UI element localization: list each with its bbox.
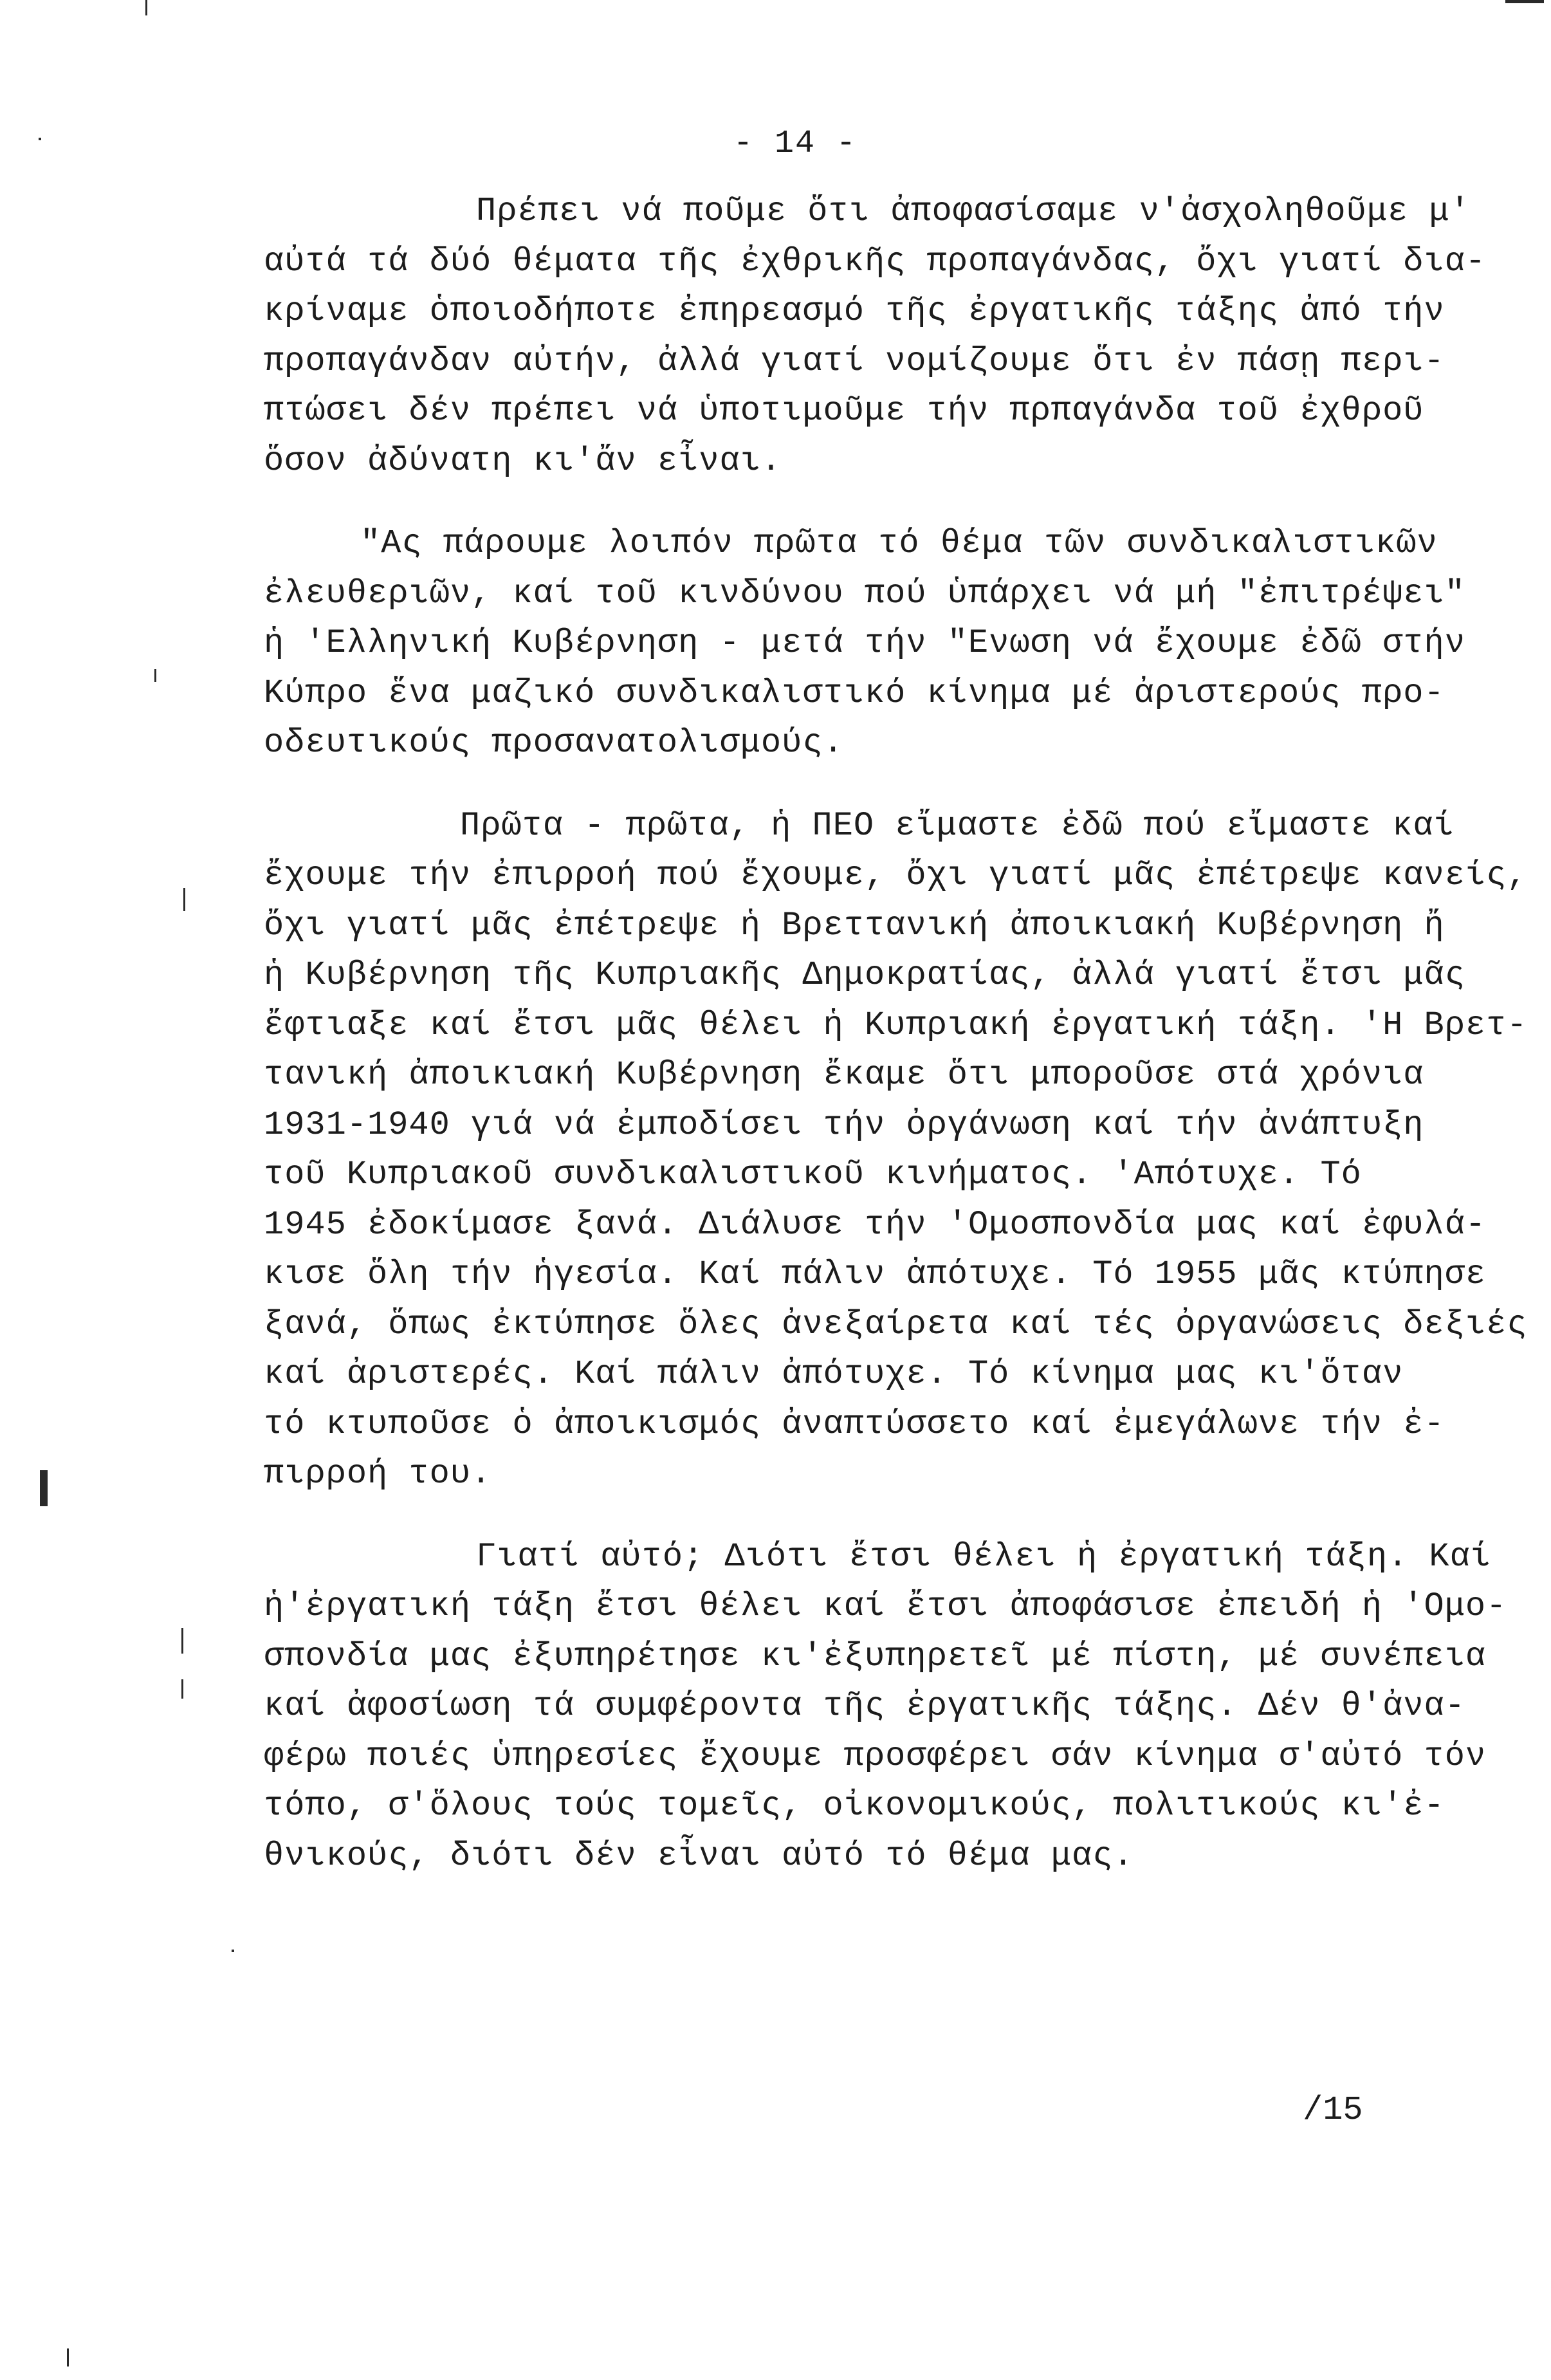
text-line: "Ας πάρουμε λοιπόν πρῶτα τό θέμα τῶν συνδικαλιστικῶν: [360, 524, 1438, 562]
scan-speck: [40, 1470, 48, 1506]
text-line: 1931-1940 γιά νά ἐμποδίσει τήν ὀργάνωση καί τήν ἀνάπτυξη: [264, 1105, 1424, 1144]
paragraph-2: [264, 519, 1473, 768]
paragraph-1: [264, 187, 1487, 486]
text-line: κισε ὅλη τήν ἡγεσία. Καί πάλιν ἀπότυχε. Τό 1955 μᾶς κτύπησε: [264, 1255, 1487, 1293]
text-line: κρίναμε ὁποιοδήποτε ἐπηρεασμό τῆς ἐργατικῆς τάξης ἀπό τήν: [264, 292, 1445, 330]
text-line: αὐτά τά δύό θέματα τῆς ἐχθρικῆς προπαγάνδας, ὄχι γιατί δια-: [264, 242, 1487, 281]
text-line: φέρω ποιές ὑπηρεσίες ἔχουμε προσφέρει σάν κίνημα σ'αὐτό τόν: [264, 1737, 1487, 1775]
text-line: ἡ Κυβέρνηση τῆς Κυπριακῆς Δημοκρατίας, ἀλλά γιατί ἔτσι μᾶς: [264, 956, 1465, 994]
scan-speck: [232, 1950, 234, 1952]
text-line: οδευτικούς προσανατολισμούς.: [264, 724, 844, 762]
text-line: καί ἀριστερές. Καί πάλιν ἀπότυχε. Τό κίνημα μας κι'ὅταν: [264, 1355, 1404, 1393]
text-line: καί ἀφοσίωση τά συμφέροντα τῆς ἐργατικῆς τάξης. Δέν θ'ἀνα-: [264, 1687, 1465, 1725]
continuation-marker: /15: [1303, 2091, 1363, 2129]
text-line: ξανά, ὅπως ἐκτύπησε ὅλες ἀνεξαίρετα καί τές ὀργανώσεις δεξιές: [264, 1305, 1528, 1343]
text-line: πιρροή του.: [264, 1455, 492, 1493]
scan-speck: [154, 669, 156, 682]
text-line: ἔφτιαξε καί ἔτσι μᾶς θέλει ἡ Κυπριακή ἐργατική τάξη. 'Η Βρετ-: [264, 1006, 1528, 1044]
paragraph-4: [264, 1532, 1507, 1881]
text-line: πτώσει δέν πρέπει νά ὑποτιμοῦμε τήν πρπαγάνδα τοῦ ἐχθροῦ: [264, 392, 1424, 430]
text-line: ἔχουμε τήν ἐπιρροή πού ἔχουμε, ὄχι γιατί μᾶς ἐπέτρεψε κανείς,: [264, 856, 1528, 894]
text-line: τόπο, σ'ὅλους τούς τομεῖς, οἰκονομικούς, πολιτικούς κι'ἐ-: [264, 1787, 1445, 1825]
scan-speck: [145, 0, 147, 15]
scan-speck: [39, 138, 41, 140]
text-line: ἐλευθεριῶν, καί τοῦ κινδύνου πού ὑπάρχει νά μή "ἐπιτρέψει": [264, 574, 1465, 613]
text-line: 1945 ἐδοκίμασε ξανά. Διάλυσε τήν 'Ομοσπονδία μας καί ἐφυλά-: [264, 1205, 1487, 1244]
text-line: τό κτυποῦσε ὁ ἀποικισμός ἀναπτύσσετο καί ἐμεγάλωνε τήν ἐ-: [264, 1405, 1445, 1443]
scan-speck: [181, 1679, 183, 1699]
text-line: τοῦ Κυπριακοῦ συνδικαλιστικοῦ κινήματος. 'Απότυχε. Τό: [264, 1156, 1362, 1194]
scan-speck: [183, 888, 185, 911]
text-line: προπαγάνδαν αὐτήν, ἀλλά γιατί νομίζουμε ὅτι ἐν πάσῃ περι-: [264, 342, 1445, 380]
text-line: τανική ἀποικιακή Κυβέρνηση ἔκαμε ὅτι μποροῦσε στά χρόνια: [264, 1056, 1424, 1094]
scan-speck: [67, 2348, 69, 2366]
text-line: ἡ'ἐργατική τάξη ἔτσι θέλει καί ἔτσι ἀποφάσισε ἐπειδή ἡ 'Ομο-: [264, 1587, 1507, 1625]
text-line: ἡ 'Ελληνική Κυβέρνηση - μετά τήν "Ενωση νά ἔχουμε ἐδῶ στήν: [264, 624, 1465, 662]
page-number: - 14 -: [733, 125, 858, 162]
text-line: Γιατί αὐτό; Διότι ἔτσι θέλει ἡ ἐργατική τάξη. Καί: [476, 1537, 1492, 1576]
text-line: Πρέπει νά ποῦμε ὅτι ἀποφασίσαμε ν'ἀσχοληθοῦμε μ': [476, 192, 1471, 230]
text-line: ὄχι γιατί μᾶς ἐπέτρεψε ἡ Βρεττανική ἀποικιακή Κυβέρνηση ἤ: [264, 906, 1445, 945]
paragraph-3: [264, 801, 1528, 1499]
text-line: θνικούς, διότι δέν εἶναι αὐτό τό θέμα μας.: [264, 1836, 1134, 1875]
scan-speck: [1505, 0, 1544, 3]
body-text: [264, 187, 1528, 1914]
scan-speck: [181, 1628, 183, 1654]
text-line: σπονδία μας ἐξυπηρέτησε κι'ἐξυπηρετεῖ μέ πίστη, μέ συνέπεια: [264, 1637, 1487, 1675]
text-line: ὅσον ἀδύνατη κι'ἄν εἶναι.: [264, 441, 782, 480]
text-line: Κύπρο ἕνα μαζικό συνδικαλιστικό κίνημα μέ ἀριστερούς προ-: [264, 674, 1445, 712]
text-line: Πρῶτα - πρῶτα, ἡ ΠΕΟ εἴμαστε ἐδῶ πού εἴμαστε καί: [460, 806, 1455, 845]
